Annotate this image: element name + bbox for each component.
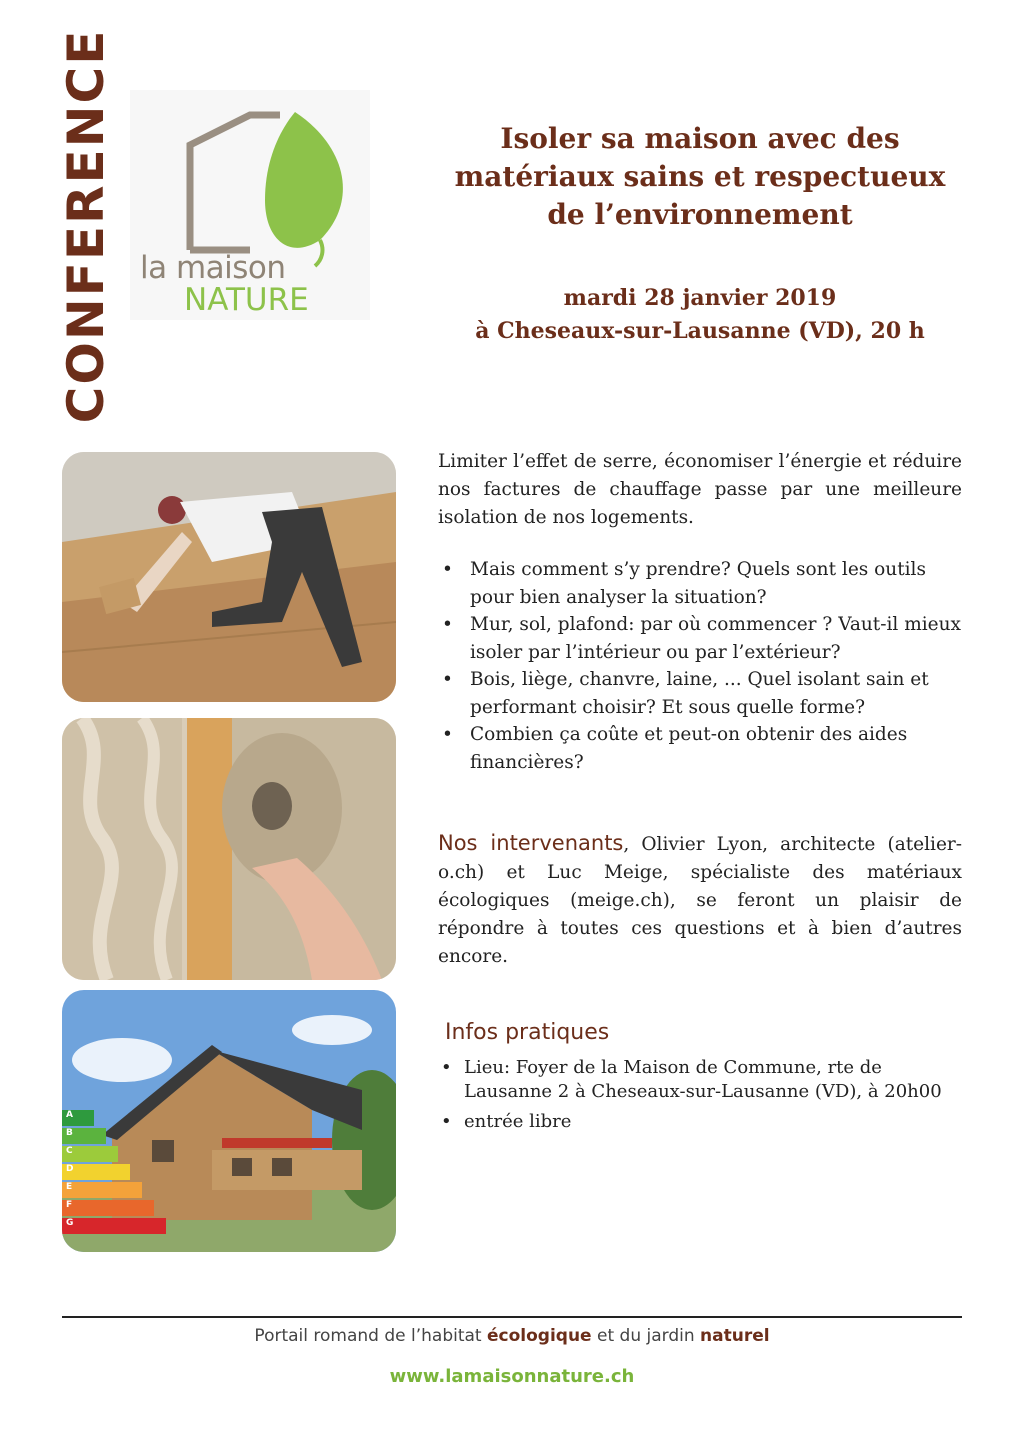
intro-paragraph: Limiter l’effet de serre, économiser l’énergie et réduire nos factures de chauffage passe par une meilleure isolation de nos logements. [438, 451, 962, 528]
energy-label-f: F [62, 1200, 154, 1216]
tagline-naturel: naturel [700, 1326, 770, 1346]
photo-wooden-house [62, 990, 396, 1252]
energy-label-a: A [62, 1110, 94, 1126]
vertical-banner [57, 28, 115, 424]
questions-list [438, 556, 962, 776]
event-date: mardi 28 janvier 2019 [563, 285, 837, 311]
footer-website-link[interactable]: www.lamaisonnature.ch [389, 1366, 635, 1387]
speakers-text: , Olivier Lyon, architecte (atelier-o.ch) et Luc Meige, spécialiste des matériaux écologiques (meige.ch), se feront un plaisir de répondre à toutes ces questions et à bien d’autres encore. [438, 834, 962, 967]
energy-label-d: D [62, 1164, 130, 1180]
footer-tagline [62, 1326, 962, 1346]
title-line-3: de l’environnement [547, 198, 853, 231]
photo-roof-worker [62, 452, 396, 702]
tagline-start: Portail romand de l’habitat [254, 1326, 487, 1346]
infos-list [438, 1056, 962, 1140]
logo-text-line2: NATURE [184, 282, 309, 318]
logo [130, 90, 370, 320]
event-date-block [400, 282, 1000, 348]
list-item: • Combien ça coûte et peut-on obtenir des aides financières? [438, 721, 962, 776]
list-item: • entrée libre [438, 1110, 962, 1134]
list-item: • Lieu: Foyer de la Maison de Commune, rte de Lausanne 2 à Cheseaux-sur-Lausanne (VD), à 20h00 [438, 1056, 962, 1104]
event-place-time: à Cheseaux-sur-Lausanne (VD), 20 h [475, 318, 925, 344]
title-line-1: Isoler sa maison avec des [500, 122, 900, 155]
energy-label-scale [62, 1110, 182, 1234]
photo-insulation-roll [62, 718, 396, 980]
footer-divider [62, 1316, 962, 1318]
infos-heading: Infos pratiques [445, 1020, 610, 1045]
energy-label-g: G [62, 1218, 166, 1234]
list-item: • Bois, liège, chanvre, laine, ... Quel isolant sain et performant choisir? Et sous quelle forme? [438, 666, 962, 721]
tagline-ecologique: écologique [487, 1326, 592, 1346]
list-item: • Mur, sol, plafond: par où commencer ? Vaut-il mieux isoler par l’intérieur ou par l’extérieur? [438, 611, 962, 666]
event-title [400, 120, 1000, 234]
energy-label-b: B [62, 1128, 106, 1144]
speakers-heading: Nos intervenants [438, 831, 624, 855]
logo-text-line1: la maison [140, 250, 286, 286]
banner-text: CONFERENCE [57, 28, 115, 424]
energy-label-e: E [62, 1182, 142, 1198]
list-item: • Mais comment s’y prendre? Quels sont les outils pour bien analyser la situation? [438, 556, 962, 611]
energy-label-c: C [62, 1146, 118, 1162]
speakers-paragraph [438, 829, 962, 971]
tagline-mid: et du jardin [591, 1326, 701, 1346]
title-line-2: matériaux sains et respectueux [454, 160, 946, 193]
